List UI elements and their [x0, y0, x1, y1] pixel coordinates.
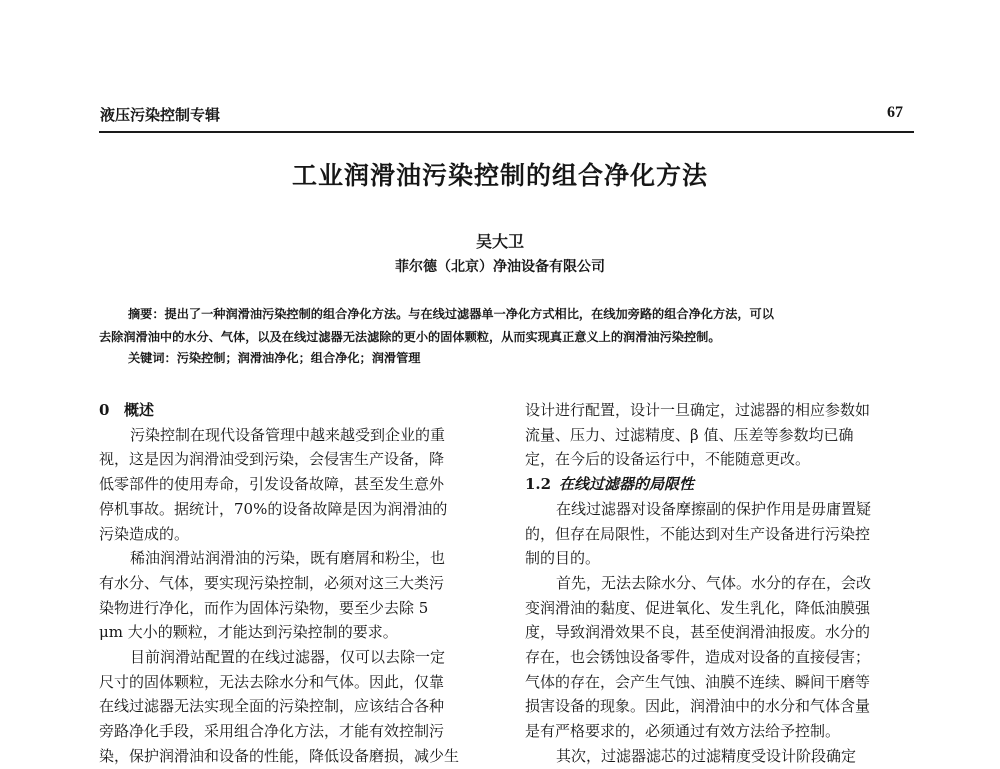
- text-line: 有水分、气体，要实现污染控制，必须对这三大类污: [99, 573, 445, 592]
- running-header: 液压污染控制专辑: [100, 106, 221, 124]
- text-line: 流量、压力、过滤精度、β 值、压差等参数均已确: [525, 425, 854, 444]
- section-heading: [99, 398, 487, 423]
- text-line: 变润滑油的黏度、促进氧化、发生乳化，降低油膜强: [525, 598, 871, 617]
- abstract: [99, 303, 913, 349]
- text-line: 首先，无法去除水分、气体。水分的存在，会改: [556, 573, 872, 592]
- subsection-number: 1.2: [525, 475, 552, 494]
- keywords: 关键词：污染控制；润滑油净化；组合净化；润滑管理: [128, 351, 421, 365]
- text-line: 在线过滤器无法实现全面的污染控制，应该结合各种: [99, 697, 445, 716]
- page-number: 67: [887, 104, 903, 121]
- text-line: 低零部件的使用寿命，引发设备故障，甚至发生意外: [99, 475, 445, 494]
- text-line: 其次，过滤器滤芯的过滤精度受设计阶段确定: [556, 746, 857, 765]
- text-line: 设计进行配置，设计一旦确定，过滤器的相应参数如: [525, 401, 871, 419]
- text-line: 尺寸的固体颗粒，无法去除水分和气体。因此，仅靠: [99, 672, 445, 691]
- text-line: 旁路净化手段，采用组合净化方法，才能有效控制污: [99, 722, 445, 741]
- text-line: 定，在今后的设备运行中，不能随意更改。: [525, 450, 811, 469]
- text-line: μm 大小的颗粒，才能达到污染控制的要求。: [99, 623, 398, 642]
- abstract-line: 去除润滑油中的水分、气体，以及在线过滤器无法滤除的更小的固体颗粒，从而实现真正意义上的润滑油污染控制。: [99, 330, 721, 344]
- text-line: 制的目的。: [525, 549, 601, 568]
- text-line: 是有严格要求的，必须通过有效方法给予控制。: [525, 722, 841, 741]
- section-title: 概述: [124, 401, 155, 419]
- text-line: 气体的存在，会产生气蚀、油膜不连续、瞬间干磨等: [525, 672, 871, 691]
- text-line: 视，这是因为润滑油受到污染，会侵害生产设备，降: [99, 450, 445, 469]
- text-line: 目前润滑站配置的在线过滤器，仅可以去除一定: [130, 648, 446, 667]
- paper-title: 工业润滑油污染控制的组合净化方法: [291, 161, 708, 190]
- text-line: 污染造成的。: [99, 524, 190, 543]
- text-line: 存在，也会锈蚀设备零件，造成对设备的直接侵害；: [525, 648, 871, 667]
- text-line: 在线过滤器对设备摩擦副的保护作用是毋庸置疑: [556, 499, 872, 518]
- text-line: 污染控制在现代设备管理中越来越受到企业的重: [130, 425, 446, 444]
- text-line: 停机事故。据统计，70%的设备故障是因为润滑油的: [99, 499, 448, 518]
- author-name: 吴大卫: [475, 232, 524, 251]
- text-line: 的，但存在局限性，不能达到对生产设备进行污染控: [525, 524, 871, 543]
- abstract-line: 摘要：提出了一种润滑油污染控制的组合净化方法。与在线过滤器单一净化方式相比，在线加旁路的组合净化方法，可以: [128, 307, 774, 321]
- left-column: [99, 398, 487, 769]
- text-line: 稀油润滑站润滑油的污染，既有磨屑和粉尘，也: [130, 549, 446, 568]
- right-column: [525, 398, 913, 769]
- text-line: 染，保护润滑油和设备的性能，降低设备磨损，减少生: [99, 746, 460, 765]
- author-affiliation: 菲尔德（北京）净油设备有限公司: [395, 259, 605, 275]
- text-line: 损害设备的现象。因此，润滑油中的水分和气体含量: [525, 697, 871, 716]
- text-line: 度，导致润滑效果不良，甚至使润滑油报废。水分的: [525, 623, 871, 642]
- text-line: 染物进行净化，而作为固体污染物，要至少去除 5: [99, 598, 429, 617]
- section-number: 0: [99, 401, 110, 419]
- subsection-title: 在线过滤器的局限性: [559, 475, 695, 494]
- header-rule: [99, 131, 914, 133]
- subsection-heading: [525, 472, 913, 497]
